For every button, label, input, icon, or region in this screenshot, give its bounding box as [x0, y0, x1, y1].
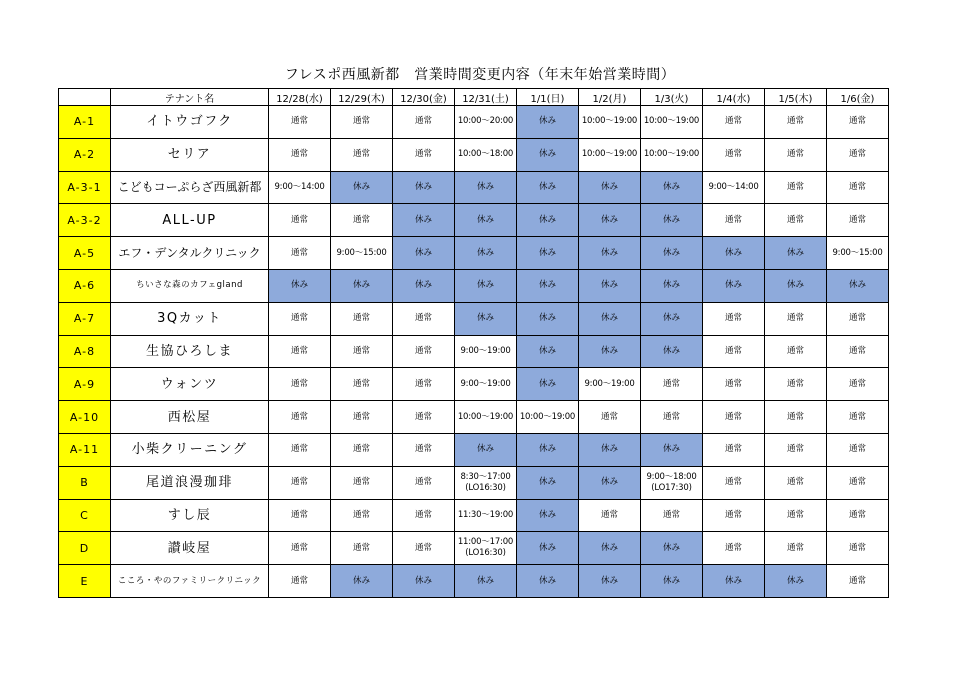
normal-hours-cell: 通常 [827, 171, 889, 204]
normal-hours-cell: 通常 [579, 499, 641, 532]
normal-hours-cell: 通常 [331, 532, 393, 565]
special-hours-cell: 10:00～19:00 [641, 138, 703, 171]
normal-hours-cell: 通常 [703, 466, 765, 499]
closed-cell: 休み [517, 269, 579, 302]
tenant-name: 尾道浪漫珈琲 [111, 466, 269, 499]
tenant-code: A-3-1 [59, 171, 111, 204]
normal-hours-cell: 通常 [393, 433, 455, 466]
normal-hours-cell: 通常 [703, 138, 765, 171]
last-order-text: (LO17:30) [651, 482, 692, 493]
closed-cell: 休み [641, 269, 703, 302]
closed-cell: 休み [455, 565, 517, 598]
tenant-name: エフ・デンタルクリニック [111, 237, 269, 270]
normal-hours-cell: 通常 [703, 532, 765, 565]
normal-hours-cell: 通常 [269, 302, 331, 335]
table-row [59, 237, 889, 270]
header-date: 1/4(水) [703, 89, 765, 106]
table-row [59, 565, 889, 598]
closed-cell: 休み [393, 204, 455, 237]
closed-cell: 休み [517, 368, 579, 401]
tenant-code: A-6 [59, 269, 111, 302]
closed-cell: 休み [455, 269, 517, 302]
normal-hours-cell: 通常 [641, 368, 703, 401]
special-hours-cell [641, 466, 703, 499]
normal-hours-cell: 通常 [641, 401, 703, 434]
normal-hours-cell: 通常 [331, 335, 393, 368]
table-row [59, 204, 889, 237]
closed-cell: 休み [517, 499, 579, 532]
normal-hours-cell: 通常 [827, 466, 889, 499]
special-hours-cell: 10:00～19:00 [641, 106, 703, 139]
tenant-code: A-2 [59, 138, 111, 171]
closed-cell: 休み [517, 106, 579, 139]
table-row [59, 269, 889, 302]
normal-hours-cell: 通常 [827, 401, 889, 434]
closed-cell: 休み [641, 204, 703, 237]
closed-cell: 休み [765, 237, 827, 270]
normal-hours-cell: 通常 [827, 204, 889, 237]
closed-cell: 休み [641, 237, 703, 270]
tenant-code: A-1 [59, 106, 111, 139]
normal-hours-cell: 通常 [393, 532, 455, 565]
normal-hours-cell: 通常 [703, 302, 765, 335]
normal-hours-cell: 通常 [331, 204, 393, 237]
normal-hours-cell: 通常 [827, 368, 889, 401]
normal-hours-cell: 通常 [393, 106, 455, 139]
normal-hours-cell: 通常 [393, 368, 455, 401]
closed-cell: 休み [641, 532, 703, 565]
normal-hours-cell: 通常 [269, 499, 331, 532]
normal-hours-cell: 通常 [331, 138, 393, 171]
table-row [59, 106, 889, 139]
header-date: 1/5(木) [765, 89, 827, 106]
table-row [59, 335, 889, 368]
header-date: 1/2(月) [579, 89, 641, 106]
tenant-code: A-10 [59, 401, 111, 434]
tenant-name: ウォンツ [111, 368, 269, 401]
closed-cell: 休み [579, 237, 641, 270]
special-hours-cell: 9:00～14:00 [703, 171, 765, 204]
closed-cell: 休み [455, 204, 517, 237]
normal-hours-cell: 通常 [827, 335, 889, 368]
last-order-text: (LO16:30) [465, 548, 506, 559]
closed-cell: 休み [517, 302, 579, 335]
special-hours-cell [455, 466, 517, 499]
tenant-code: A-9 [59, 368, 111, 401]
normal-hours-cell: 通常 [331, 466, 393, 499]
closed-cell: 休み [393, 171, 455, 204]
normal-hours-cell: 通常 [269, 368, 331, 401]
schedule-table [58, 88, 889, 598]
normal-hours-cell: 通常 [765, 466, 827, 499]
normal-hours-cell: 通常 [703, 499, 765, 532]
closed-cell: 休み [641, 433, 703, 466]
closed-cell: 休み [703, 565, 765, 598]
normal-hours-cell: 通常 [393, 466, 455, 499]
closed-cell: 休み [269, 269, 331, 302]
closed-cell: 休み [641, 335, 703, 368]
tenant-name: 讃岐屋 [111, 532, 269, 565]
special-hours-cell: 9:00～15:00 [331, 237, 393, 270]
page-title: フレスポ西風新都 営業時間変更内容（年末年始営業時間） [284, 67, 676, 83]
normal-hours-cell: 通常 [703, 335, 765, 368]
closed-cell: 休み [827, 269, 889, 302]
hours-text: 8:30～17:00 [460, 471, 511, 482]
closed-cell: 休み [455, 171, 517, 204]
normal-hours-cell: 通常 [269, 401, 331, 434]
normal-hours-cell: 通常 [269, 237, 331, 270]
tenant-code: A-7 [59, 302, 111, 335]
tenant-code: A-8 [59, 335, 111, 368]
closed-cell: 休み [579, 466, 641, 499]
hours-text: 9:00～18:00 [646, 471, 697, 482]
normal-hours-cell: 通常 [269, 138, 331, 171]
normal-hours-cell: 通常 [331, 433, 393, 466]
closed-cell: 休み [765, 565, 827, 598]
special-hours-cell [455, 532, 517, 565]
closed-cell: 休み [579, 335, 641, 368]
tenant-code: A-3-2 [59, 204, 111, 237]
normal-hours-cell: 通常 [331, 302, 393, 335]
closed-cell: 休み [641, 171, 703, 204]
closed-cell: 休み [517, 466, 579, 499]
closed-cell: 休み [579, 302, 641, 335]
normal-hours-cell: 通常 [827, 302, 889, 335]
normal-hours-cell: 通常 [765, 204, 827, 237]
normal-hours-cell: 通常 [331, 368, 393, 401]
closed-cell: 休み [765, 269, 827, 302]
normal-hours-cell: 通常 [641, 499, 703, 532]
normal-hours-cell: 通常 [765, 302, 827, 335]
table-row [59, 532, 889, 565]
special-hours-cell: 10:00～20:00 [455, 106, 517, 139]
normal-hours-cell: 通常 [269, 433, 331, 466]
normal-hours-cell: 通常 [331, 499, 393, 532]
normal-hours-cell: 通常 [703, 401, 765, 434]
normal-hours-cell: 通常 [393, 302, 455, 335]
normal-hours-cell: 通常 [827, 532, 889, 565]
tenant-name: ALL-UP [111, 204, 269, 237]
special-hours-cell: 9:00～19:00 [579, 368, 641, 401]
tenant-name: ちいさな森のカフェgland [111, 269, 269, 302]
normal-hours-cell: 通常 [703, 204, 765, 237]
tenant-name: セリア [111, 138, 269, 171]
normal-hours-cell: 通常 [579, 401, 641, 434]
tenant-name: こどもコーぷらざ西風新都 [111, 171, 269, 204]
special-hours-cell: 10:00～19:00 [579, 138, 641, 171]
header-tenant-name: テナント名 [111, 89, 269, 106]
tenant-name: 3Qカット [111, 302, 269, 335]
normal-hours-cell: 通常 [269, 532, 331, 565]
normal-hours-cell: 通常 [827, 106, 889, 139]
closed-cell: 休み [517, 335, 579, 368]
normal-hours-cell: 通常 [827, 565, 889, 598]
normal-hours-cell: 通常 [765, 401, 827, 434]
normal-hours-cell: 通常 [827, 499, 889, 532]
tenant-code: B [59, 466, 111, 499]
closed-cell: 休み [455, 302, 517, 335]
normal-hours-cell: 通常 [765, 499, 827, 532]
normal-hours-cell: 通常 [765, 433, 827, 466]
normal-hours-cell: 通常 [765, 171, 827, 204]
header-date: 12/28(水) [269, 89, 331, 106]
closed-cell: 休み [331, 269, 393, 302]
closed-cell: 休み [455, 433, 517, 466]
normal-hours-cell: 通常 [269, 204, 331, 237]
normal-hours-cell: 通常 [765, 368, 827, 401]
closed-cell: 休み [393, 269, 455, 302]
normal-hours-cell: 通常 [269, 565, 331, 598]
last-order-text: (LO16:30) [465, 482, 506, 493]
table-row [59, 499, 889, 532]
closed-cell: 休み [331, 171, 393, 204]
header-date: 12/29(木) [331, 89, 393, 106]
special-hours-cell: 9:00～19:00 [455, 335, 517, 368]
header-row [59, 89, 889, 106]
normal-hours-cell: 通常 [765, 106, 827, 139]
tenant-code: A-11 [59, 433, 111, 466]
closed-cell: 休み [579, 269, 641, 302]
closed-cell: 休み [703, 237, 765, 270]
tenant-code: E [59, 565, 111, 598]
special-hours-cell: 9:00～19:00 [455, 368, 517, 401]
header-date: 12/30(金) [393, 89, 455, 106]
special-hours-cell: 9:00～15:00 [827, 237, 889, 270]
table-row [59, 171, 889, 204]
closed-cell: 休み [517, 433, 579, 466]
normal-hours-cell: 通常 [703, 106, 765, 139]
closed-cell: 休み [517, 171, 579, 204]
normal-hours-cell: 通常 [269, 335, 331, 368]
special-hours-cell: 10:00～18:00 [455, 138, 517, 171]
closed-cell: 休み [703, 269, 765, 302]
normal-hours-cell: 通常 [703, 433, 765, 466]
closed-cell: 休み [579, 532, 641, 565]
closed-cell: 休み [579, 433, 641, 466]
closed-cell: 休み [579, 171, 641, 204]
table-row [59, 466, 889, 499]
normal-hours-cell: 通常 [269, 466, 331, 499]
normal-hours-cell: 通常 [331, 401, 393, 434]
tenant-name: 小柴クリーニング [111, 433, 269, 466]
normal-hours-cell: 通常 [765, 532, 827, 565]
normal-hours-cell: 通常 [765, 138, 827, 171]
special-hours-cell: 10:00～19:00 [455, 401, 517, 434]
header-date: 12/31(土) [455, 89, 517, 106]
closed-cell: 休み [393, 237, 455, 270]
table-row [59, 138, 889, 171]
closed-cell: 休み [517, 204, 579, 237]
closed-cell: 休み [641, 565, 703, 598]
normal-hours-cell: 通常 [703, 368, 765, 401]
normal-hours-cell: 通常 [827, 433, 889, 466]
closed-cell: 休み [641, 302, 703, 335]
closed-cell: 休み [331, 565, 393, 598]
closed-cell: 休み [517, 237, 579, 270]
closed-cell: 休み [579, 565, 641, 598]
tenant-name: すし辰 [111, 499, 269, 532]
tenant-code: D [59, 532, 111, 565]
special-hours-cell: 11:30～19:00 [455, 499, 517, 532]
normal-hours-cell: 通常 [827, 138, 889, 171]
special-hours-cell: 9:00～14:00 [269, 171, 331, 204]
closed-cell: 休み [579, 204, 641, 237]
table-row [59, 433, 889, 466]
closed-cell: 休み [517, 565, 579, 598]
header-date: 1/3(火) [641, 89, 703, 106]
tenant-name: こころ・やのファミリークリニック [111, 565, 269, 598]
closed-cell: 休み [517, 138, 579, 171]
table-row [59, 368, 889, 401]
tenant-code: C [59, 499, 111, 532]
tenant-code: A-5 [59, 237, 111, 270]
table-body [59, 106, 889, 598]
table-row [59, 401, 889, 434]
closed-cell: 休み [393, 565, 455, 598]
normal-hours-cell: 通常 [393, 138, 455, 171]
header-date: 1/1(日) [517, 89, 579, 106]
normal-hours-cell: 通常 [393, 335, 455, 368]
normal-hours-cell: 通常 [269, 106, 331, 139]
special-hours-cell: 10:00～19:00 [517, 401, 579, 434]
hours-text: 11:00～17:00 [457, 537, 514, 548]
normal-hours-cell: 通常 [331, 106, 393, 139]
table-row [59, 302, 889, 335]
normal-hours-cell: 通常 [393, 401, 455, 434]
closed-cell: 休み [455, 237, 517, 270]
tenant-name: 生協ひろしま [111, 335, 269, 368]
table-header [59, 89, 889, 106]
header-date: 1/6(金) [827, 89, 889, 106]
special-hours-cell: 10:00～19:00 [579, 106, 641, 139]
normal-hours-cell: 通常 [393, 499, 455, 532]
header-code-cell [59, 89, 111, 106]
closed-cell: 休み [517, 532, 579, 565]
normal-hours-cell: 通常 [765, 335, 827, 368]
tenant-name: イトウゴフク [111, 106, 269, 139]
tenant-name: 西松屋 [111, 401, 269, 434]
